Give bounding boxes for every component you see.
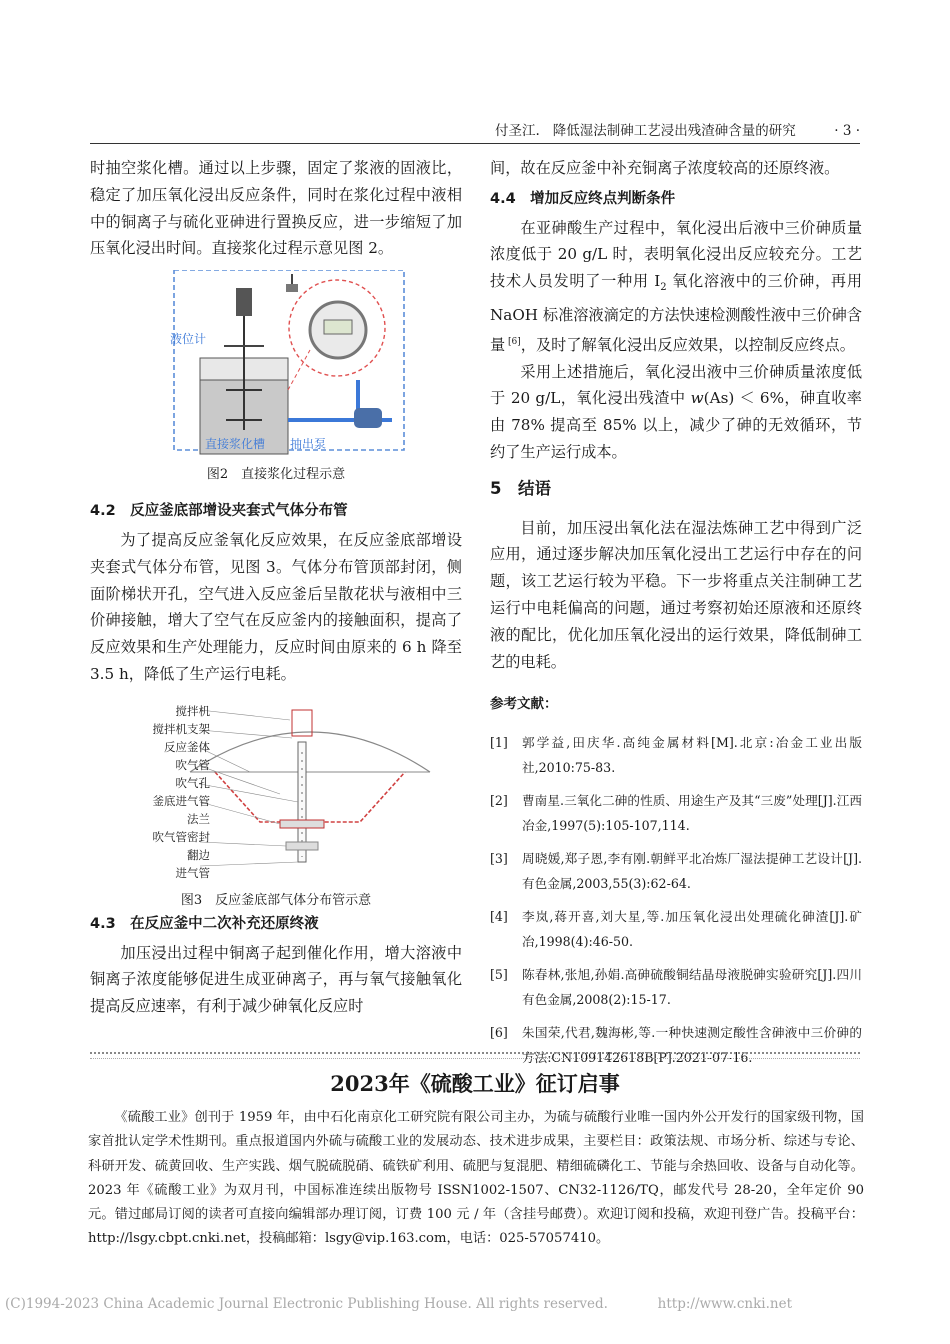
label-agitator: 搅拌机 [175,703,210,718]
label-blow-pipe: 吹气管 [175,757,210,772]
figure-2 [90,270,462,570]
left-column [90,155,462,1020]
pump-icon [354,408,382,428]
label-pump: 抽出泵 [290,437,327,452]
reference-item: [3] 周晓媛,郑子恩,李有刚.朝鲜平北冶炼厂湿法提砷工艺设计[J].有色金属,2003,55(3):62-64. [490,851,862,892]
footer [0,1296,950,1318]
notice-title: 2023年《硫酸工业》征订启事 [330,1071,620,1096]
label-flanging: 翻边 [187,847,210,862]
references-title: 参考文献： [490,696,558,713]
reference-item: [2] 曹南星.三氧化二砷的性质、用途生产及其“三废”处理[J].江西冶金,1997(5):105-107,114. [490,793,862,834]
reference-item: [5] 陈春林,张旭,孙娟.高砷硫酸铜结晶母液脱砷实验研究[J].四川有色金属,2008(2):15-17. [490,967,862,1008]
figure-3-labels [140,702,210,882]
label-inlet-pipe: 进气管 [175,865,210,880]
figure-2-caption: 图2 直接浆化过程示意 [206,467,346,483]
running-head [90,119,860,144]
paragraph: 目前，加压浸出氧化法在湿法炼砷工艺中得到广泛应用，通过逐步解决加压氧化浸出工艺运行中存在的问题，该工艺运行较为平稳。下一步将重点关注制砷工艺运行中电耗偏高的问题，通过考察初始还原液和还原终液的配比，优化加压氧化浸出的运行效果，降低制砷工艺的电耗。 [490,518,862,671]
section-4-2-title: 4.2 反应釜底部增设夹套式气体分布管 [90,503,348,520]
paragraph: 为了提高反应釜氧化反应效果，在反应釜底部增设夹套式气体分布管，见图 3。气体分布管顶部封闭，侧面阶梯状开孔，空气进入反应釜后呈散花状与液相中三价砷接触，增大了空气在反应釜内的接触面积，提高了反应效果和生产处理能力，反应时间由原来的 6 h 降至 3.5 h，降低了生产运行电耗。 [90,530,462,683]
figure-3-caption: 图3 反应釜底部气体分布管示意 [180,892,372,908]
header-title: 降低湿法制砷工艺浸出残渣砷含量的研究 [552,123,796,139]
label-reactor-body: 反应釜体 [164,739,210,754]
label-blow-hole: 吹气孔 [175,775,210,790]
paragraph: 间，故在反应釜中补充铜离子浓度较高的还原终液。 [490,159,840,177]
footer-link[interactable]: http://www.cnki.net [657,1296,792,1312]
section-4-3-title: 4.3 在反应釜中二次补充还原终液 [90,915,319,932]
notice-body: 《硫酸工业》创刊于 1959 年，由中石化南京化工研究院有限公司主办，为硫与硫酸行业唯一国内外公开发行的国家级刊物，国家首批认定学术性期刊。重点报道国内外硫与硫酸工业的发展动态、技术进步成果，主要栏目：政策法规、市场分析、综述与专论、科研开发、硫黄回收、生产实践、烟气脱硫脱硝、硫铁矿利用、硫肥与复混肥、精细硫磷化工、节能与余热回收、设备与自动化等。2023 年《硫酸工业》为双月刊，中国标准连续出版物号 ISSN1002-1507、CN32-1126/TQ，邮发代号 28-20，全年定价 90 元。错过邮局订阅的读者可直接向编辑部办理订阅，订费 100 元 / 年（含挂号邮费）。欢迎订阅和投稿，欢迎刊登广告。投稿平台：http://lsgy.cbpt.cnki.net，投稿邮箱：lsgy@vip.163.com，电话：025-57057410。 [88,1110,864,1247]
section-4-4-title: 4.4 增加反应终点判断条件 [490,190,676,207]
agitator-motor [236,288,252,316]
label-flange: 法兰 [187,811,210,826]
reference-item: [6] 朱国荣,代君,魏海彬,等.一种快速测定酸性含砷液中三价砷的方法:CN109142618B[P].2021-07-16. [490,1025,862,1066]
label-pipe-seal: 吹气管密封 [152,829,210,844]
reference-item: [4] 李岚,蒋开喜,刘大星,等.加压氧化浸出处理硫化砷渣[J].矿冶,1998(4):46-50. [490,909,862,950]
label-agitator-support: 搅拌机支架 [152,721,210,736]
references-list [490,730,862,1070]
paragraph: 在亚砷酸生产过程中，氧化浸出后液中三价砷质量浓度低于 20 g/L 时，表明氧化浸出反应较充分。工艺技术人员发明了一种用 $I_2$ 氧化溶液中的三价砷，再用 NaOH 标准溶液滴定的方法快速检测酸性液中三价砷含量 [6]，及时了解氧化浸出反应效果，以控制反应终点。 [490,218,863,354]
reference-item: [1] 郭学益,田庆华.高纯金属材料[M].北京:冶金工业出版社,2010:75-83. [490,735,862,776]
label-bottom-inlet: 釜底进气管 [152,793,210,808]
header-authors: 付圣江. [495,123,540,139]
label-level-meter: 液位计 [170,332,207,347]
paragraph: 采用上述措施后，氧化浸出液中三价砷质量浓度低于 20 g/L，氧化浸出残渣中 w(As) ＜ 6%，砷直收率由 78% 提高至 85% 以上，减少了砷的无效循环，节约了生产运行成本。 [490,362,862,462]
section-5-title: 5 结语 [490,478,551,498]
page-number: · 3 · [834,123,860,139]
right-column [490,155,862,1078]
footer-copyright: (C)1994-2023 China Academic Journal Electronic Publishing House. All rights reserved. [5,1296,608,1312]
paragraph: 加压浸出过程中铜离子起到催化作用，增大溶液中铜离子浓度能够促进生成亚砷离子，再与氧气接触氧化提高反应速率，有利于减少砷氧化反应时 [90,943,462,1016]
paragraph: 时抽空浆化槽。通过以上步骤，固定了浆液的固液比，稳定了加压氧化浸出反应条件，同时在浆化过程中液相中的铜离子与硫化亚砷进行置换反应，进一步缩短了加压氧化浸出时间。直接浆化过程示意见图 2。 [90,159,462,258]
divider [90,1052,860,1059]
direct-slurry-diagram [162,270,412,456]
label-slurry-tank: 直接浆化槽 [205,437,266,452]
figure-3 [90,702,462,907]
